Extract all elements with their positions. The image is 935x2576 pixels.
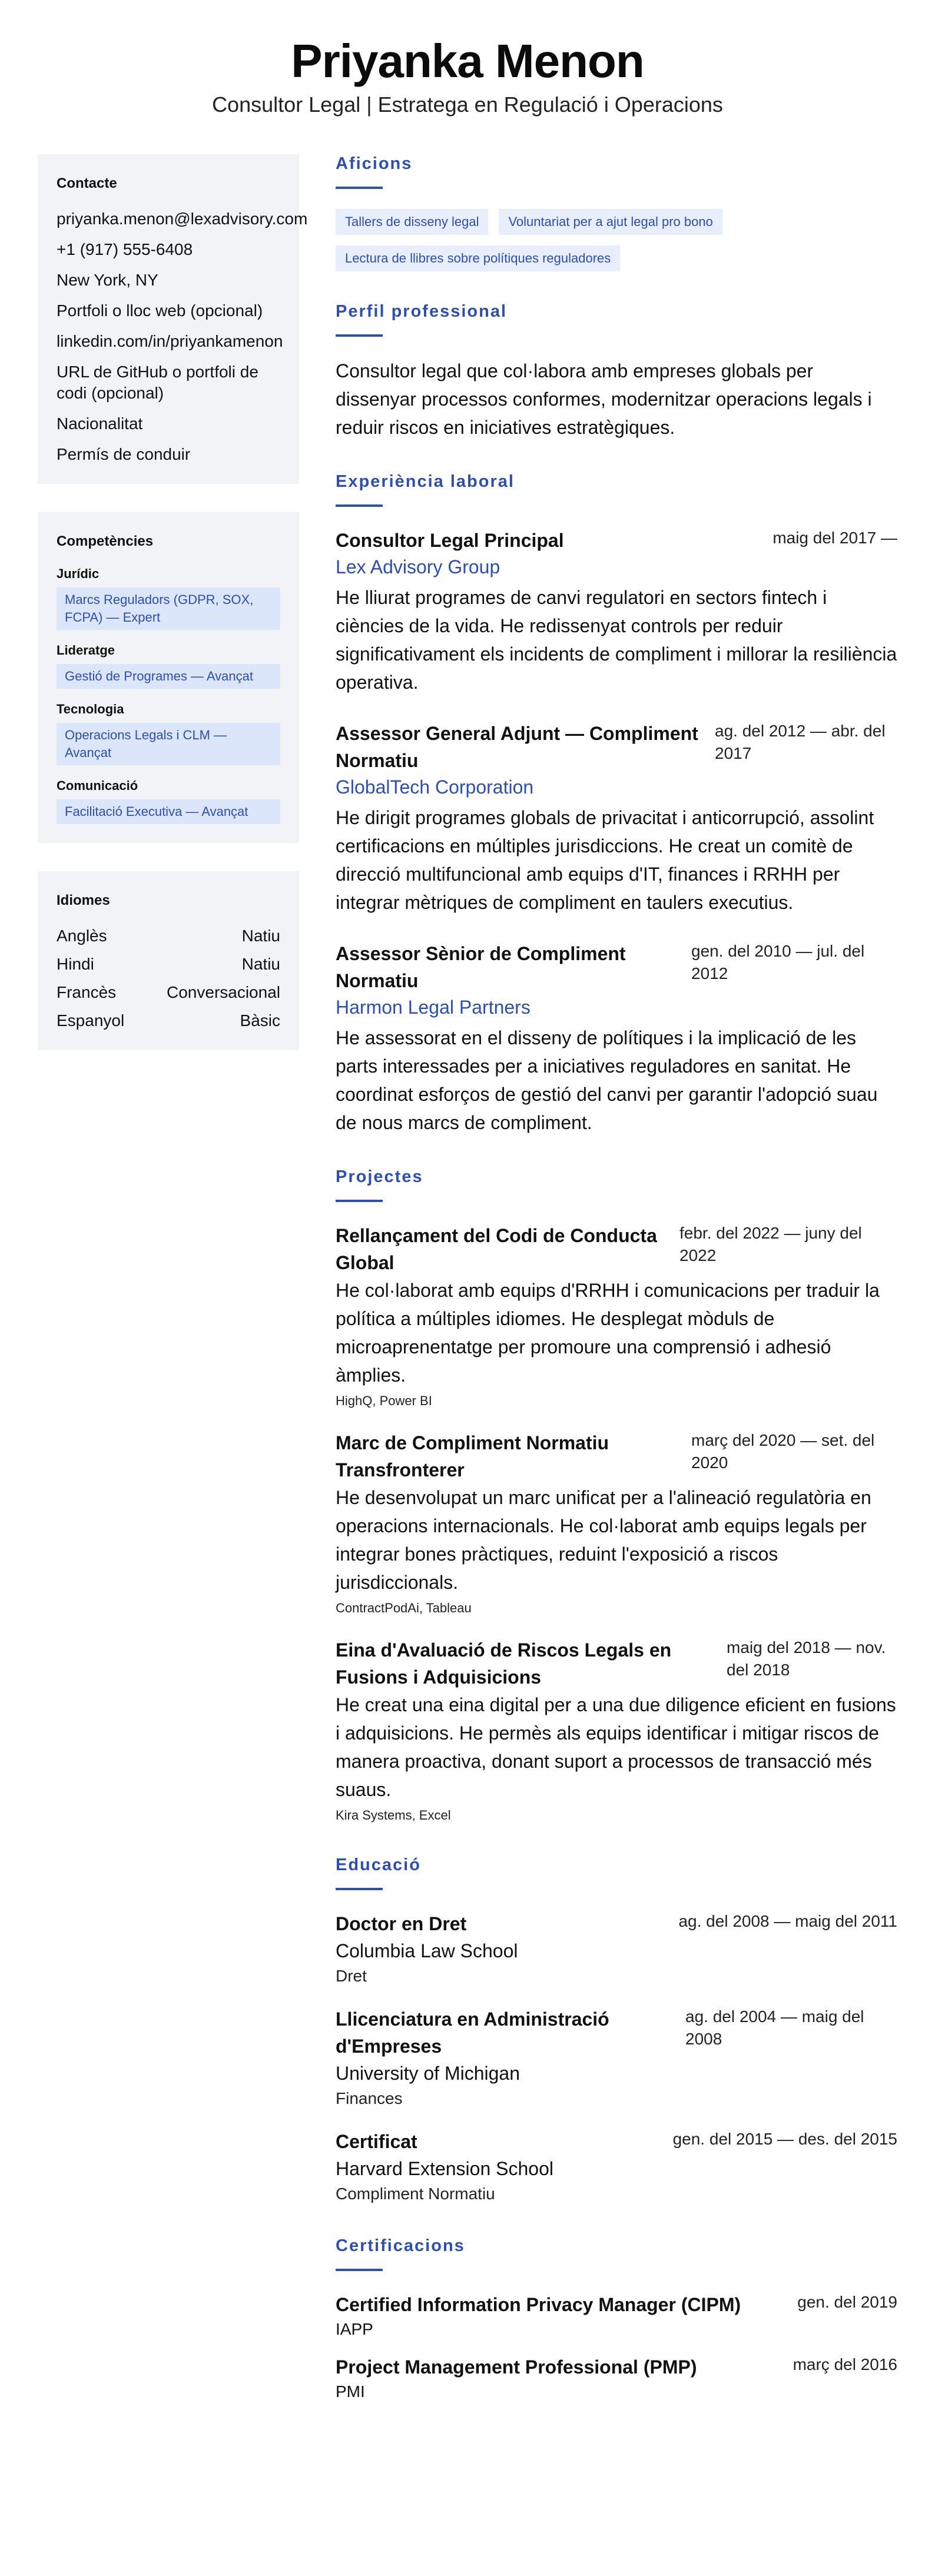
experience-heading: Experiència laboral: [336, 472, 515, 491]
contact-github[interactable]: URL de GitHub o portfoli de codi (opcional): [57, 363, 258, 402]
skill-group: [57, 778, 280, 824]
degree-title: Certificat: [336, 2131, 417, 2152]
skills-heading: Competències: [57, 533, 154, 549]
degree-title: Llicenciatura en Administració d'Empreses: [336, 2009, 609, 2057]
project-tech: ContractPodAi, Tableau: [336, 1601, 472, 1615]
skill-group: [57, 643, 280, 689]
project-title: Eina d'Avaluació de Riscos Legals en Fusions i Adquisicions: [336, 1639, 672, 1688]
certification-issuer: PMI: [336, 2382, 365, 2401]
contact-location: New York, NY: [57, 271, 158, 289]
certification-date: març del 2016: [793, 2355, 897, 2373]
sidebar: [38, 154, 308, 1078]
projects-heading: Projectes: [336, 1167, 423, 1186]
projects-section: [336, 1167, 897, 1825]
language-level: Bàsic: [240, 1011, 280, 1030]
main-column: [336, 154, 897, 2434]
skill-category: Tecnologia: [57, 702, 124, 716]
education-date: ag. del 2004 — maig del 2008: [685, 2007, 864, 2048]
job-title: Assessor Sènior de Compliment Normatiu: [336, 943, 626, 991]
resume-header: [0, 0, 935, 119]
education-field: Finances: [336, 2089, 403, 2107]
profile-section: [336, 302, 897, 441]
education-date: ag. del 2008 — maig del 2011: [678, 1912, 897, 1930]
certification-name: Certified Information Privacy Manager (CIPM): [336, 2294, 741, 2315]
certifications-section: [336, 2236, 897, 2403]
skill-group: [57, 566, 280, 630]
project-date: febr. del 2022 — juny del 2022: [679, 1224, 862, 1264]
skill-category: Comunicació: [57, 778, 138, 793]
contact-email[interactable]: priyanka.menon@lexadvisory.com: [57, 210, 308, 228]
job-description: He dirigit programes globals de privacitat i anticorrupció, assolint certificacions en múltiples jurisdiccions. He creat un comitè de direcció multifuncional amb equips d'IT, finances i RRHH per integrar mètriques de compliment en taulers executius.: [336, 807, 874, 913]
language-row: [57, 925, 280, 947]
education-section: [336, 1855, 897, 2206]
language-level: Conversacional: [167, 983, 280, 1001]
education-entry: [336, 2128, 897, 2206]
certification-entry: [336, 2353, 897, 2403]
language-level: Natiu: [241, 955, 280, 973]
hobbies-section: [336, 154, 897, 271]
education-field: Compliment Normatiu: [336, 2185, 495, 2203]
job-date: maig del 2017 —: [772, 529, 897, 547]
education-entry: [336, 1910, 897, 1988]
project-description: He desenvolupat un marc unificat per a l'alineació regulatòria en operacions internacionals. He col·laborat amb equips legals per integrar bones pràctiques, reduint l'exposició a riscos jurisdiccionals.: [336, 1487, 871, 1593]
job-date: ag. del 2012 — abr. del 2017: [715, 722, 886, 762]
experience-entry: [336, 720, 897, 917]
contact-phone[interactable]: +1 (917) 555-6408: [57, 240, 193, 258]
project-date: maig del 2018 — nov. del 2018: [727, 1638, 886, 1679]
project-tech: Kira Systems, Excel: [336, 1808, 451, 1823]
language-row: [57, 1010, 280, 1031]
experience-entry: [336, 527, 897, 696]
project-description: He creat una eina digital per a una due diligence eficient en fusions i adquisicions. He permès als equips identificar i mitigar riscos de manera proactiva, donant suport a processos de transacció més suaus.: [336, 1694, 896, 1800]
skill-tag: Facilitació Executiva — Avançat: [57, 799, 280, 824]
languages-card: [38, 871, 299, 1050]
skill-category: Jurídic: [57, 566, 100, 581]
project-title: Marc de Compliment Normatiu Transfronterer: [336, 1432, 609, 1480]
language-level: Natiu: [241, 927, 280, 945]
section-divider: [336, 2269, 383, 2271]
education-entry: [336, 2006, 897, 2110]
hobbies-heading: Aficions: [336, 154, 413, 173]
education-school: Columbia Law School: [336, 1940, 518, 1961]
contact-heading: Contacte: [57, 175, 117, 191]
language-name: Anglès: [57, 927, 107, 945]
contact-nationality: Nacionalitat: [57, 414, 143, 433]
hobby-chips: [336, 209, 897, 271]
experience-entry: [336, 940, 897, 1137]
job-description: He lliurat programes de canvi regulatori en sectors fintech i ciències de la vida. He redissenyat controls per reduir significativament els incidents de compliment i millorar la resiliència operativa.: [336, 587, 897, 693]
project-title: Rellançament del Codi de Conducta Global: [336, 1225, 657, 1273]
education-heading: Educació: [336, 1855, 421, 1874]
language-row: [57, 982, 280, 1003]
job-title: Consultor Legal Principal: [336, 530, 564, 551]
languages-heading: Idiomes: [57, 892, 110, 908]
section-divider: [336, 1888, 383, 1890]
experience-section: [336, 472, 897, 1137]
project-entry: [336, 1636, 897, 1825]
language-row: [57, 954, 280, 975]
certifications-heading: Certificacions: [336, 2236, 465, 2255]
education-school: University of Michigan: [336, 2063, 520, 2084]
contact-linkedin[interactable]: linkedin.com/in/priyankamenon: [57, 332, 283, 350]
hobby-chip: Tallers de disseny legal: [336, 209, 488, 235]
contact-license: Permís de conduir: [57, 445, 191, 463]
job-company: Lex Advisory Group: [336, 556, 500, 577]
job-title: Assessor General Adjunt — Compliment Normatiu: [336, 723, 698, 771]
hobby-chip: Voluntariat per a ajut legal pro bono: [499, 209, 722, 235]
education-school: Harvard Extension School: [336, 2158, 553, 2179]
certification-name: Project Management Professional (PMP): [336, 2356, 697, 2378]
section-divider: [336, 334, 383, 337]
section-divider: [336, 504, 383, 507]
language-name: Hindi: [57, 955, 94, 973]
job-date: gen. del 2010 — jul. del 2012: [691, 942, 865, 982]
education-date: gen. del 2015 — des. del 2015: [672, 2130, 897, 2148]
skills-card: [38, 512, 299, 843]
skill-category: Lideratge: [57, 643, 115, 658]
job-description: He assessorat en el disseny de polítiques i la implicació de les parts interessades per a iniciatives reguladores en sanitat. He coordinat esforços de gestió del canvi per garantir l'adopció suau de nous marcs de compliment.: [336, 1027, 878, 1133]
project-entry: [336, 1222, 897, 1410]
project-date: març del 2020 — set. del 2020: [691, 1431, 875, 1472]
education-field: Dret: [336, 1967, 367, 1985]
certification-entry: [336, 2291, 897, 2341]
hobby-chip: Lectura de llibres sobre polítiques reguladores: [336, 245, 620, 271]
skill-tag: Operacions Legals i CLM — Avançat: [57, 723, 280, 765]
project-tech: HighQ, Power BI: [336, 1393, 432, 1408]
section-divider: [336, 1200, 383, 1202]
skill-tag: Marcs Reguladors (GDPR, SOX, FCPA) — Expert: [57, 587, 280, 630]
language-name: Francès: [57, 983, 117, 1001]
certification-issuer: IAPP: [336, 2320, 373, 2338]
skill-group: [57, 702, 280, 765]
degree-title: Doctor en Dret: [336, 1913, 467, 1934]
section-divider: [336, 187, 383, 189]
job-company: GlobalTech Corporation: [336, 776, 534, 798]
profile-summary: Consultor legal que col·labora amb empreses globals per dissenyar processos conformes, modernitzar operacions legals i reduir riscos en iniciatives estratègiques.: [336, 360, 872, 438]
profile-heading: Perfil professional: [336, 302, 508, 321]
project-entry: [336, 1429, 897, 1618]
contact-card: [38, 154, 308, 484]
language-name: Espanyol: [57, 1011, 125, 1030]
job-company: Harmon Legal Partners: [336, 997, 531, 1018]
project-description: He col·laborat amb equips d'RRHH i comunicacions per traduir la política a múltiples idiomes. He desplegat mòduls de microaprenentatge per promoure una comprensió i adhesió àmplies.: [336, 1280, 880, 1386]
certification-date: gen. del 2019: [797, 2293, 897, 2311]
skill-tag: Gestió de Programes — Avançat: [57, 664, 280, 689]
candidate-title: Consultor Legal | Estratega en Regulació i Operacions: [212, 92, 723, 117]
contact-portfolio[interactable]: Portfoli o lloc web (opcional): [57, 301, 263, 320]
candidate-name: Priyanka Menon: [291, 35, 644, 87]
